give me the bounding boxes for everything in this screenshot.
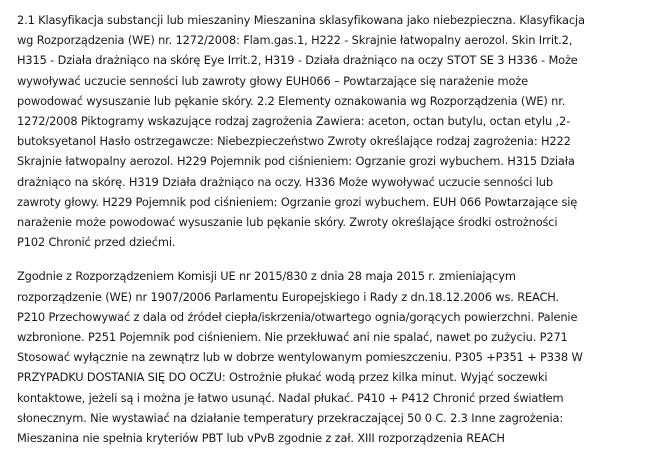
paragraph-classification: [17, 10, 655, 252]
text-line: 1272/2008 Piktogramy wskazujące rodzaj zagrożenia Zawiera: aceton, octan butylu, octan etylu ,2-: [17, 114, 571, 129]
text-line: słonecznym. Nie wystawiać na działanie temperatury przekraczającej 50 0 C. 2.3 Inne zagrożenia:: [17, 410, 564, 425]
paragraph-regulation: [17, 266, 655, 448]
text-line: wg Rozporządzenia (WE) nr. 1272/2008: Flam.gas.1, H222 - Skrajnie łatwopalny aerozol. Skin Irrit.2,: [17, 33, 573, 48]
text-line: Mieszanina nie spełnia kryteriów PBT lub vPvB zgodnie z zał. XIII rozporządzenia REACH: [17, 431, 505, 446]
paragraph-spacer: [17, 252, 655, 266]
text-line: zawroty głowy. H229 Pojemnik pod ciśnieniem: Ogrzanie grozi wybuchem. EUH 066 Powtarzające się: [17, 194, 578, 209]
text-line: drażniąco na skórę. H319 Działa drażniąco na oczy. H336 Może wywoływać uczucie senności lub: [17, 174, 553, 189]
text-line: butoksyetanol Hasło ostrzegawcze: Niebezpieczeństwo Zwroty określające rodzaj zagrożenia: H222: [17, 134, 571, 149]
text-line: wywoływać uczucie senności lub zawroty głowy EUH066 – Powtarzające się narażenie może: [17, 73, 528, 88]
text-line: Zgodnie z Rozporządzeniem Komisji UE nr 2015/830 z dnia 28 maja 2015 r. zmieniającym: [17, 269, 516, 284]
text-line: H315 - Działa drażniąco na skórę Eye Irrit.2, H319 - Działa drażniąco na oczy STOT SE 3 H336 - Może: [17, 53, 578, 68]
text-line: 2.1 Klasyfikacja substancji lub mieszaniny Mieszanina sklasyfikowana jako niebezpieczna. Klasyfikacja: [17, 13, 585, 27]
text-line: P210 Przechowywać z dala od źródeł ciepła/iskrzenia/otwartego ognia/gorących powierzchni. Palenie: [17, 309, 578, 324]
text-line: narażenie może powodować wysuszanie lub pękanie skóry. Zwroty określające środki ostrożności: [17, 215, 558, 230]
text-line: PRZYPADKU DOSTANIA SIĘ DO OCZU: Ostrożnie płukać wodą przez kilka minut. Wyjąć soczewki: [17, 370, 548, 385]
text-line: Stosować wyłącznie na zewnątrz lub w dobrze wentylowanym pomieszczeniu. P305 +P351 + P338 W: [17, 350, 583, 365]
text-line: powodować wysuszanie lub pękanie skóry. 2.2 Elementy oznakowania wg Rozporządzenia (WE) nr.: [17, 93, 566, 108]
text-line: P102 Chronić przed dziećmi.: [17, 235, 176, 250]
text-line: Skrajnie łatwopalny aerozol. H229 Pojemnik pod ciśnieniem: Ogrzanie grozi wybuchem. H315 Działa: [17, 154, 575, 169]
text-line: rozporządzenie (WE) nr 1907/2006 Parlamentu Europejskiego i Rady z dn.18.12.2006 ws. REACH.: [17, 289, 559, 304]
text-line: kontaktowe, jeżeli są i można je łatwo usunąć. Nadal płukać. P410 + P412 Chronić przed światłem: [17, 390, 564, 405]
text-line: wzbronione. P251 Pojemnik pod ciśnieniem. Nie przekłuwać ani nie spalać, nawet po zużyciu. P271: [17, 330, 568, 345]
